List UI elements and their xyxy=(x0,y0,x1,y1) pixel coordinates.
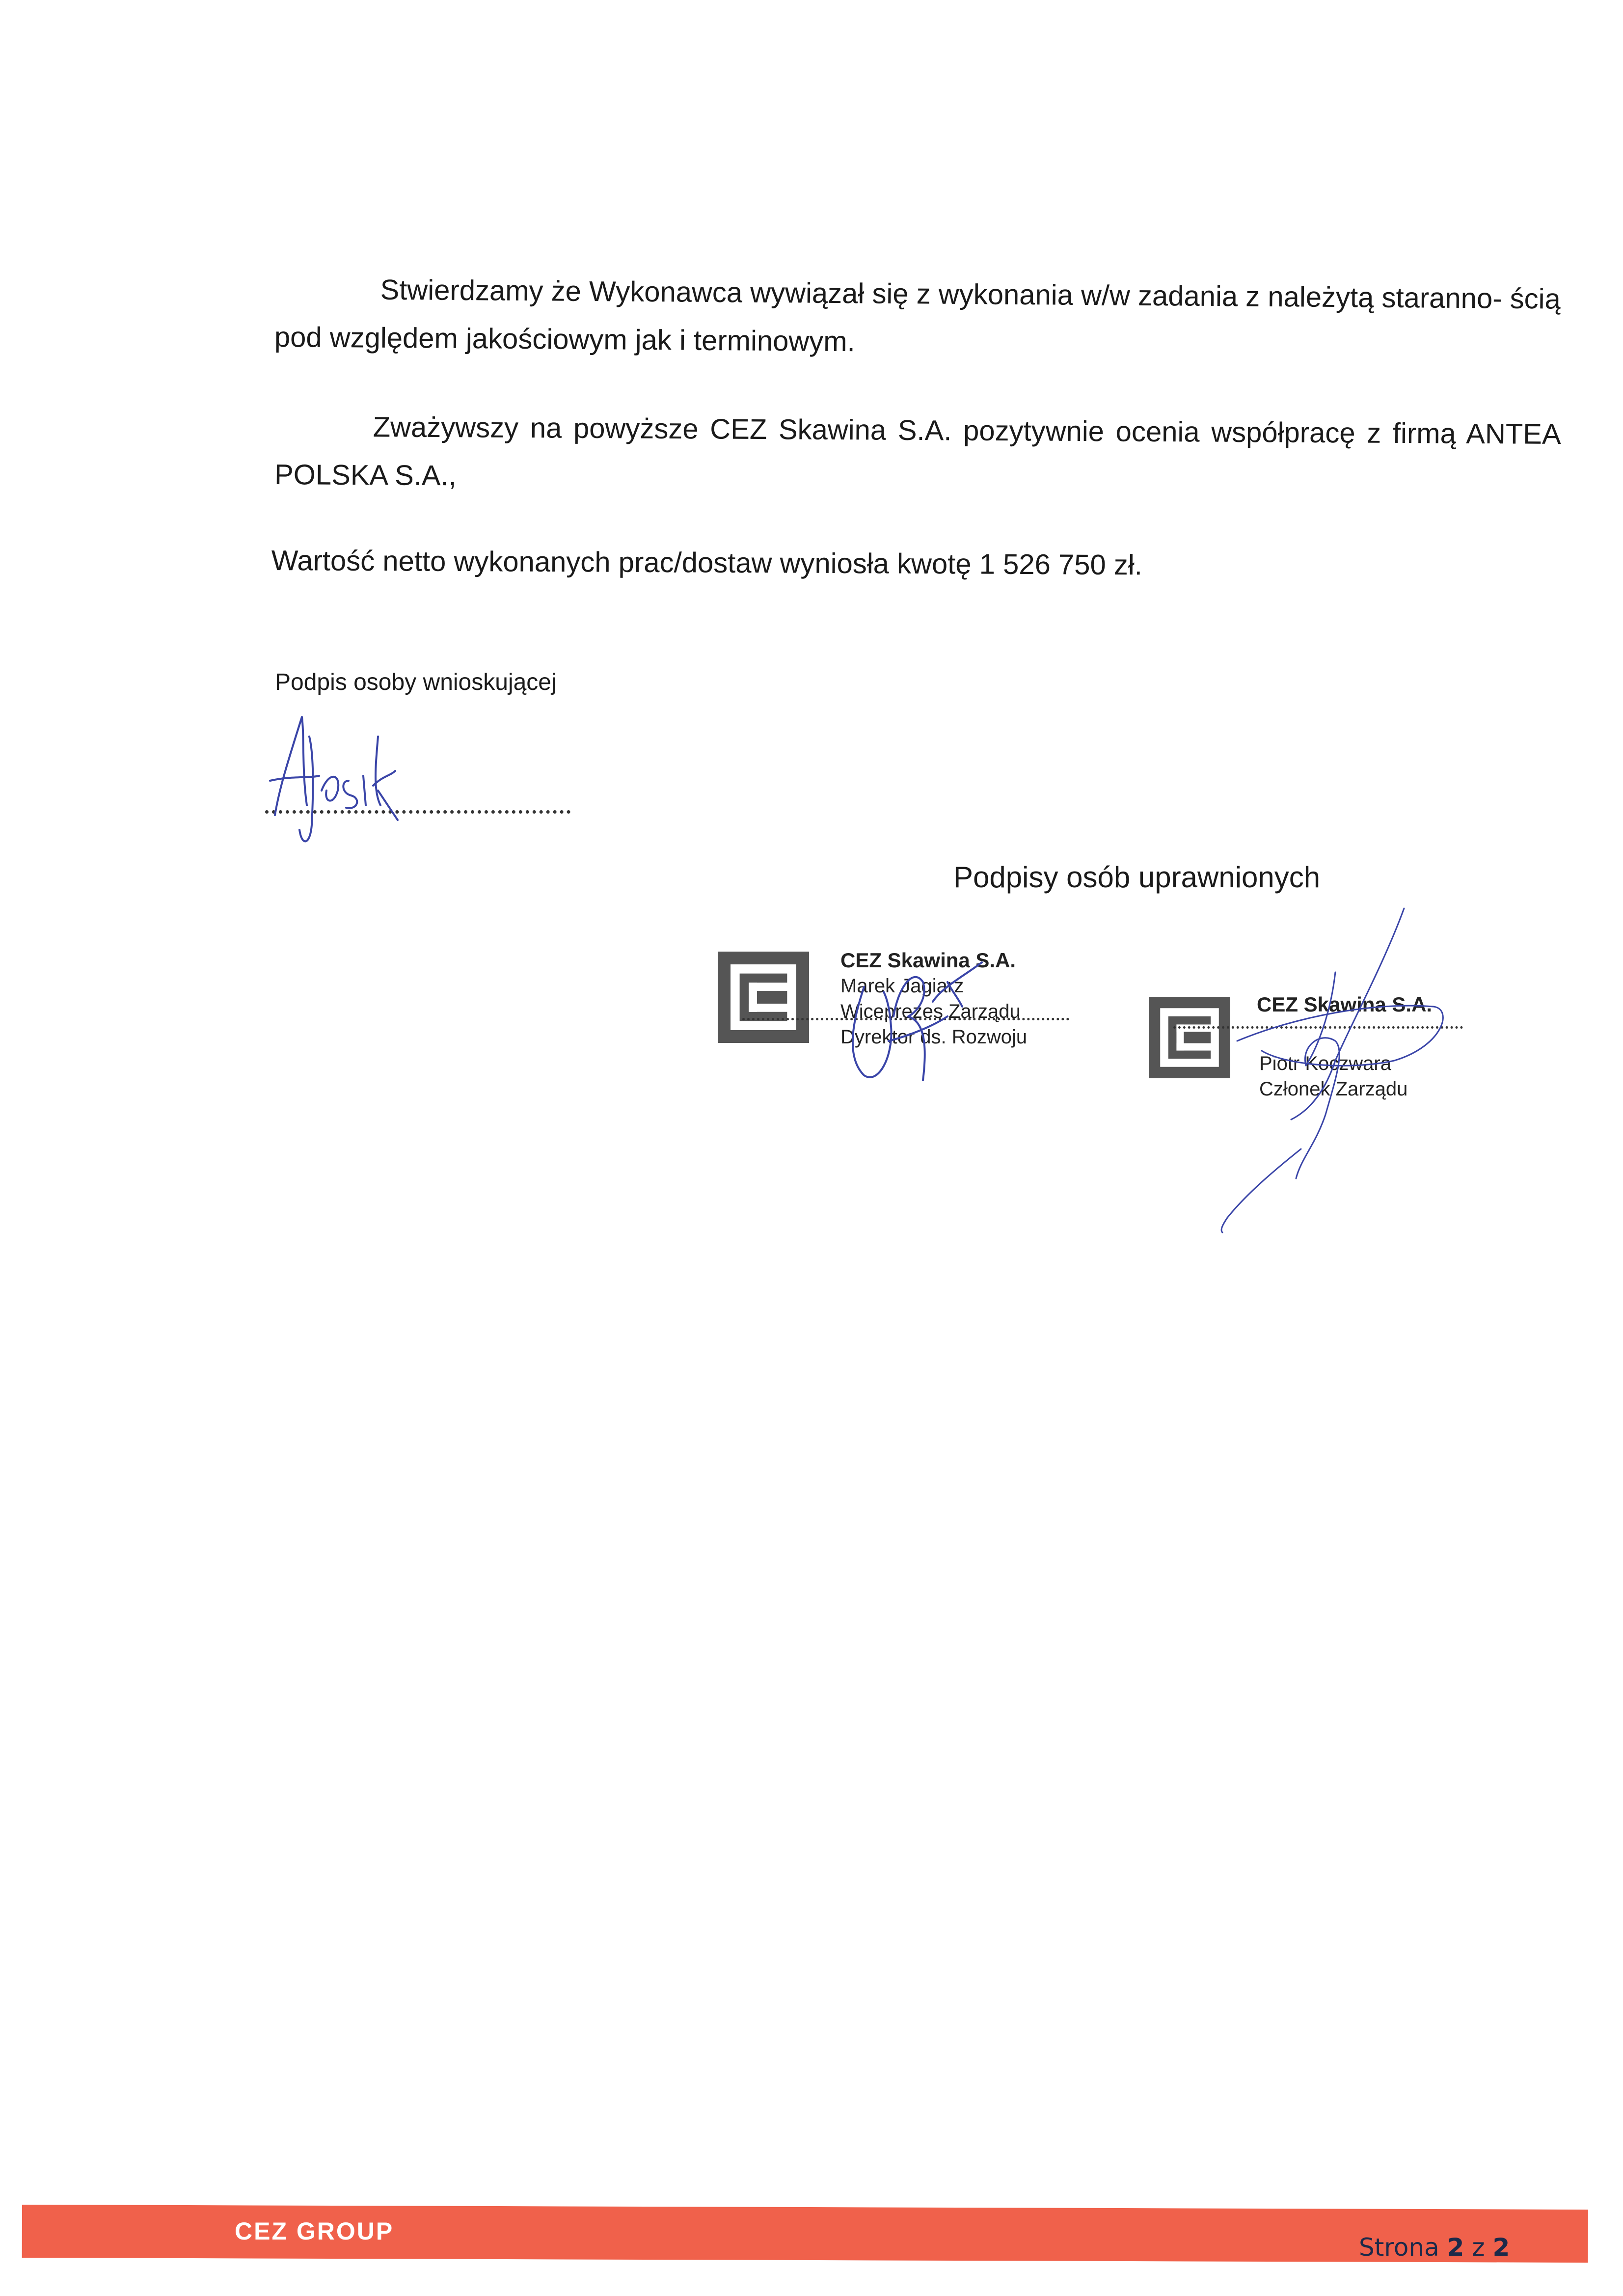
page-total: 2 xyxy=(1492,2233,1510,2262)
stamp-1-company: CEZ Skawina S.A. xyxy=(840,949,1016,972)
requester-signature xyxy=(255,707,403,854)
paragraph-evaluation: Zważywszy na powyższe CEZ Skawina S.A. pozytywnie ocenia współpracę z firmą ANTEA POLSKA S.A., xyxy=(274,411,1561,492)
page-separator: z xyxy=(1472,2233,1485,2262)
stamp-2-title-1: Członek Zarządu xyxy=(1259,1078,1408,1100)
stamp-2-person-name: Piotr Koczwara xyxy=(1259,1053,1391,1074)
stamp-1-person-name: Marek Jagiarz xyxy=(840,975,964,997)
stamp-1-signature xyxy=(835,943,1001,1085)
requester-signature-label: Podpis osoby wnioskującej xyxy=(275,669,557,695)
cez-logo-icon xyxy=(718,952,809,1043)
page-current: 2 xyxy=(1447,2233,1464,2262)
stamp-1-title-1: Wiceprezes Zarządu xyxy=(840,1001,1021,1022)
stamp-2-company: CEZ Skawina S.A. xyxy=(1257,993,1433,1016)
footer-brand: CEZ GROUP xyxy=(235,2217,394,2245)
stamp-2-signature xyxy=(1188,903,1463,1237)
page-number xyxy=(1359,2233,1510,2262)
paragraph-performance: Stwierdzamy że Wykonawca wywiązał się z wykonania w/w zadania z należytą staranno- ścią pod względem jakościowym jak i terminowym. xyxy=(274,273,1561,358)
paragraph-net-value: Wartość netto wykonanych prac/dostaw wyniosła kwotę 1 526 750 zł. xyxy=(271,544,1143,581)
stamp-1-title-2: Dyrektor ds. Rozwoju xyxy=(840,1026,1028,1048)
authorized-signatures-label: Podpisy osób uprawnionych xyxy=(953,861,1321,894)
page-label: Strona xyxy=(1359,2233,1439,2262)
